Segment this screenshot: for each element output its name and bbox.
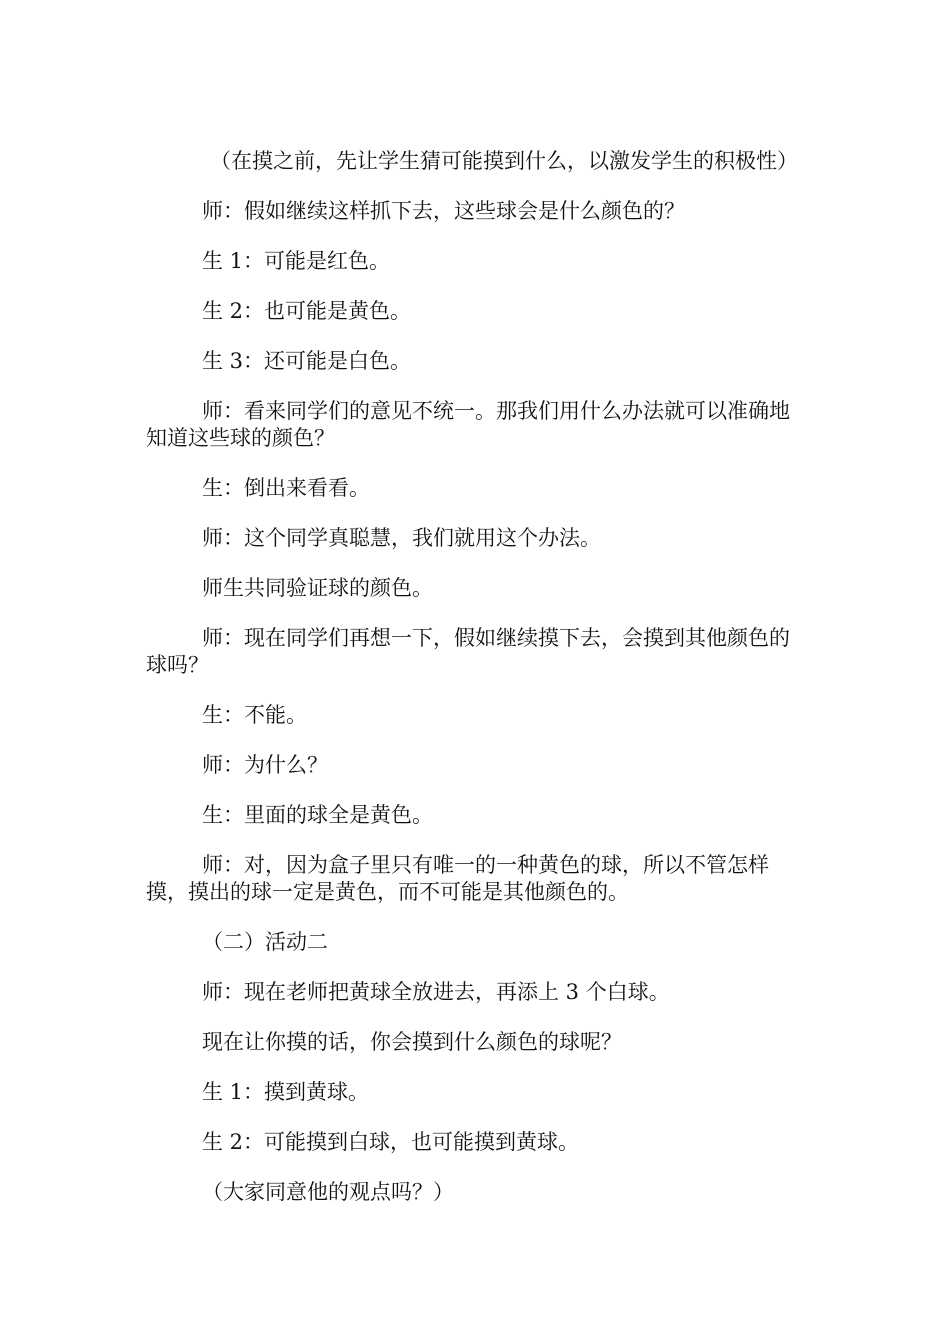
paragraph-3: 生 1：可能是红色。: [202, 249, 391, 273]
paragraph-18: 生 1：摸到黄球。: [202, 1080, 370, 1104]
paragraph-5: 生 3：还可能是白色。: [202, 349, 412, 373]
paragraph-12: 师：为什么？: [202, 753, 328, 777]
paragraph-19: 生 2：可能摸到白球，也可能摸到黄球。: [202, 1130, 580, 1154]
paragraph-15: （二）活动二: [202, 930, 328, 954]
paragraph-8: 师：这个同学真聪慧，我们就用这个办法。: [202, 526, 601, 550]
paragraph-7: 生：倒出来看看。: [202, 476, 370, 500]
paragraph-4: 生 2：也可能是黄色。: [202, 299, 412, 323]
paragraph-10: 师：现在同学们再想一下，假如继续摸下去，会摸到其他颜色的球吗？: [146, 626, 790, 677]
paragraph-11: 生：不能。: [202, 703, 307, 727]
paragraph-17: 现在让你摸的话，你会摸到什么颜色的球呢？: [202, 1030, 622, 1054]
paragraph-2: 师：假如继续这样抓下去，这些球会是什么颜色的？: [202, 199, 685, 223]
document-page: [146, 148, 806, 1229]
paragraph-1: （在摸之前，先让学生猜可能摸到什么，以激发学生的积极性）: [210, 149, 798, 173]
paragraph-9: 师生共同验证球的颜色。: [202, 576, 433, 600]
paragraph-13: 生：里面的球全是黄色。: [202, 803, 433, 827]
paragraph-20: （大家同意他的观点吗？）: [202, 1180, 454, 1204]
paragraph-14: 师：对，因为盒子里只有唯一的一种黄色的球，所以不管怎样摸，摸出的球一定是黄色，而不可能是其他颜色的。: [146, 853, 769, 904]
paragraph-16: 师：现在老师把黄球全放进去，再添上 3 个白球。: [202, 980, 670, 1004]
paragraph-6: 师：看来同学们的意见不统一。那我们用什么办法就可以准确地知道这些球的颜色？: [146, 399, 790, 450]
